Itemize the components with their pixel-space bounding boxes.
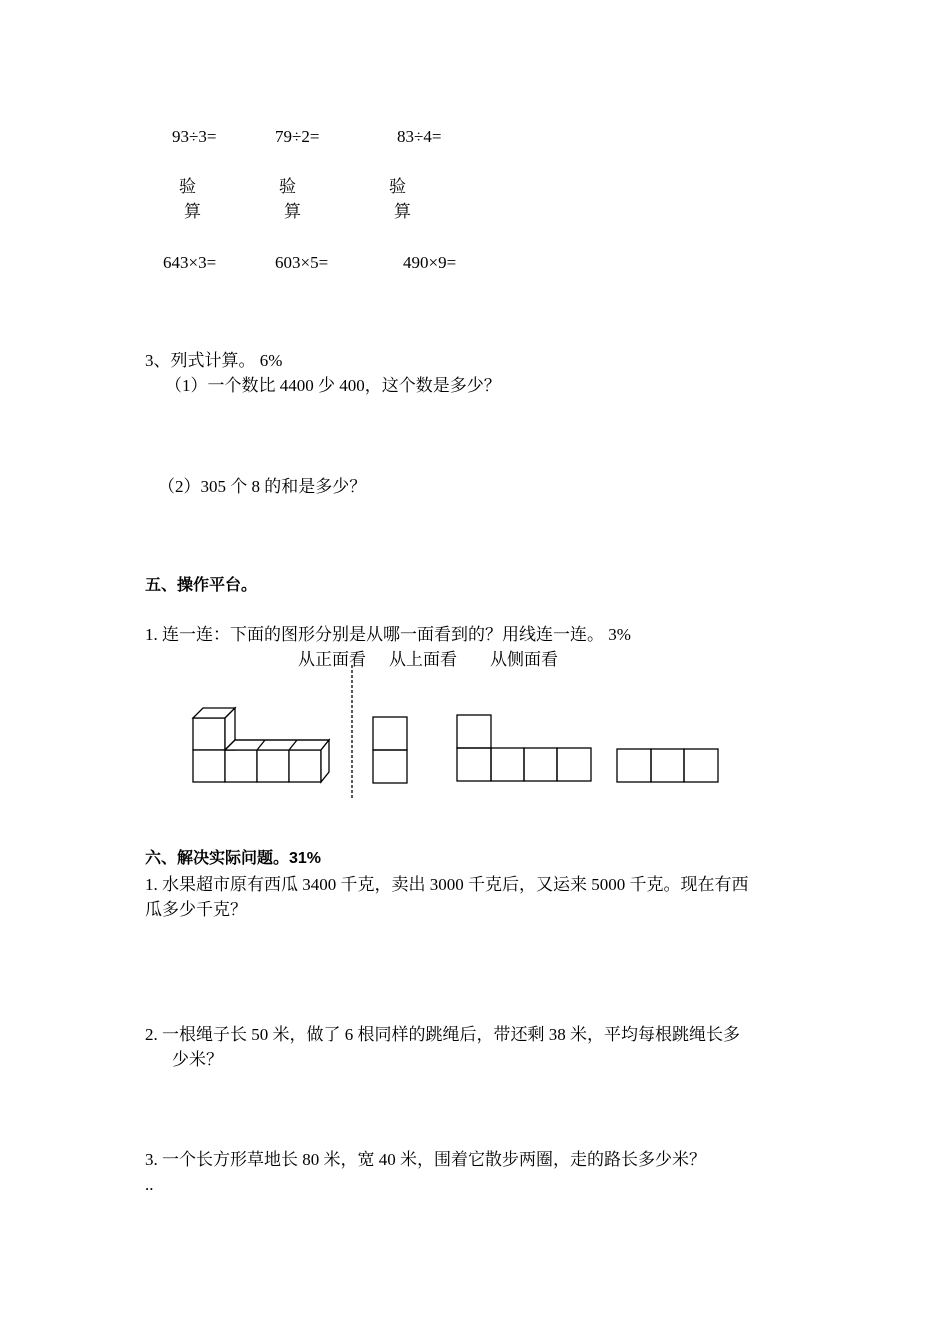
verify-label-1b: 算 (184, 202, 201, 221)
problem1-line2: 瓜多少千克？ (145, 900, 247, 919)
figure-l-shape (457, 715, 591, 781)
view-side-label: 从侧面看 (490, 650, 558, 669)
problem3-line2: .. (145, 1175, 154, 1194)
q3-item2: （2）305 个 8 的和是多少？ (158, 477, 367, 496)
solid-top-cube (193, 708, 235, 750)
problem2-line2: 少米？ (172, 1050, 223, 1069)
problem2-line1: 2. 一根绳子长 50 米，做了 6 根同样的跳绳后，带还剩 38 米，平均每根跳绳长多 (145, 1025, 740, 1044)
verify-label-2a: 验 (279, 177, 296, 196)
problem3-line1: 3. 一个长方形草地长 80 米，宽 40 米，围着它散步两圈，走的路长多少米？ (145, 1150, 706, 1169)
q3-title: 3、列式计算。 6% (145, 351, 283, 370)
figure-two-stacked (373, 717, 407, 783)
view-front-label: 从正面看 (298, 650, 366, 669)
section5-q1: 1. 连一连：下面的图形分别是从哪一面看到的？用线连一连。 3% (145, 625, 631, 644)
q3-item1: （1）一个数比 4400 少 400，这个数是多少？ (165, 376, 501, 395)
calc-83-div-4: 83÷4= (397, 127, 442, 146)
calc-643-times-3: 643×3= (163, 253, 217, 272)
calc-603-times-5: 603×5= (275, 253, 329, 272)
verify-label-2b: 算 (284, 202, 301, 221)
view-top-label: 从上面看 (389, 650, 457, 669)
verify-label-1a: 验 (179, 177, 196, 196)
calc-490-times-9: 490×9= (403, 253, 457, 272)
section6-title: 六、解决实际问题。31% (145, 850, 322, 867)
verify-label-3b: 算 (394, 202, 411, 221)
calc-93-div-3: 93÷3= (172, 127, 217, 146)
figure-three-row (617, 749, 718, 782)
section5-title: 五、操作平台。 (145, 577, 258, 594)
verify-label-3a: 验 (389, 177, 406, 196)
calc-79-div-2: 79÷2= (275, 127, 320, 146)
problem1-line1: 1. 水果超市原有西瓜 3400 千克，卖出 3000 千克后，又运来 5000 千克。现在有西 (145, 875, 749, 894)
